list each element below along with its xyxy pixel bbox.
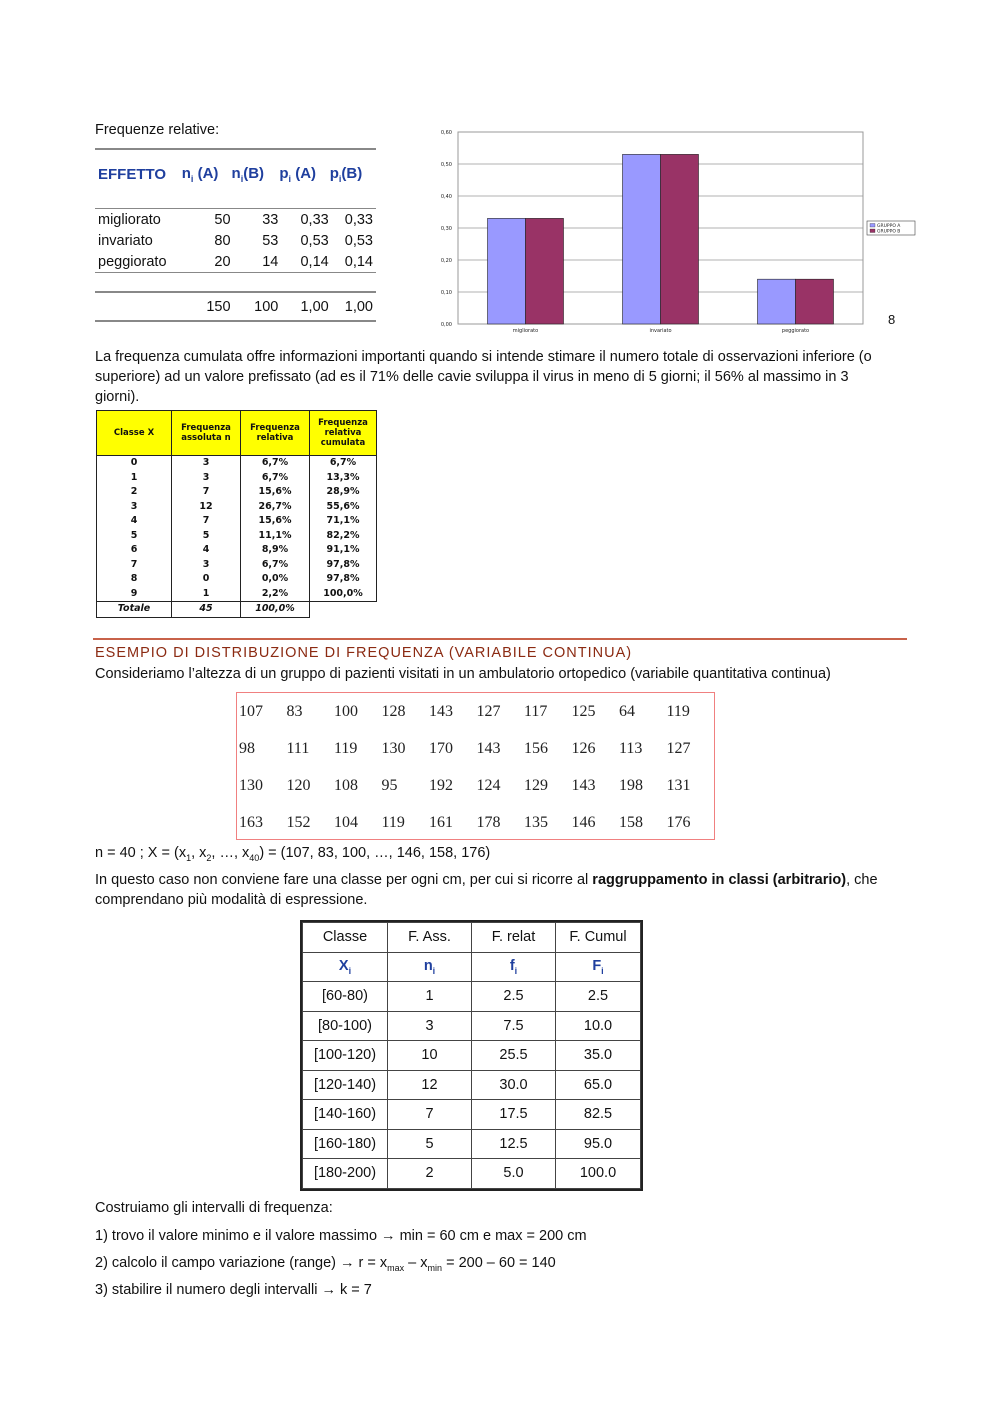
legend-swatch: [870, 229, 875, 233]
heights-data-grid: [236, 692, 715, 840]
x-tick-label: peggiorato: [781, 328, 810, 334]
header-classe: Classe: [303, 923, 388, 953]
grid-row: [239, 693, 714, 730]
grid-cell: 163: [239, 813, 263, 831]
table-row: 7 3 6,7% 97,8%: [97, 558, 377, 573]
table-row: invariato 80 53 0,53 0,53: [98, 232, 373, 249]
table-row: [180-200) 2 5.0 100.0: [303, 1159, 641, 1189]
header-ni-b: $n_i(B)$: [231, 164, 265, 184]
table-row: [160-180) 5 12.5 95.0: [303, 1129, 641, 1159]
grid-cell: 129: [524, 776, 548, 794]
grid-cell: 108: [334, 776, 358, 794]
table-row: 4 7 15,6% 71,1%: [97, 514, 377, 529]
table-row: [140-160) 7 17.5 82.5: [303, 1100, 641, 1130]
header-f-relat: F. relat: [472, 923, 556, 953]
grid-cell: 107: [239, 702, 263, 720]
bar-gruppo-a-peggiorato: [758, 279, 796, 324]
grid-cell: 83: [286, 702, 303, 720]
grid-cell: 113: [619, 739, 643, 757]
heights-paragraph: Consideriamo l’altezza di un gruppo di pazienti visitati in un ambulatorio ortopedico (variabile quantitativa continua): [95, 666, 831, 682]
grid-cell: 130: [239, 776, 263, 794]
grid-cell: 119: [666, 702, 690, 720]
header-classe: Classe X: [97, 411, 172, 456]
bar-chart: [418, 124, 918, 336]
grid-cell: 124: [476, 776, 501, 794]
grid-cell: 100: [334, 702, 358, 720]
grid-cell: 143: [429, 702, 453, 720]
grid-cell: 119: [334, 739, 358, 757]
page-number: 8: [888, 312, 896, 327]
table-row: 1 3 6,7% 13,3%: [97, 471, 377, 486]
grid-cell: 98: [239, 739, 255, 757]
grid-cell: 152: [286, 813, 311, 831]
grid-cell: 130: [381, 739, 406, 757]
bar-gruppo-a-migliorato: [488, 218, 526, 324]
grid-cell: 64: [619, 702, 635, 720]
y-tick-label: 0,40: [440, 194, 452, 200]
sample-definition: n = 40 ; $X = (x_1$, $x_2$, …, $x_{40}) = (107$, 83, 100, …, 146, 158, 176): [95, 845, 491, 863]
steps-intro: Costruiamo gli intervalli di frequenza:: [95, 1200, 333, 1216]
grid-cell: 170: [429, 739, 453, 757]
grid-cell: 158: [619, 813, 643, 831]
y-tick-label: 0,30: [440, 226, 452, 232]
grid-cell: 127: [476, 702, 501, 720]
legend-swatch: [870, 224, 875, 228]
table-row: 8 0 0,0% 97,8%: [97, 572, 377, 587]
y-tick-label: 0,20: [440, 258, 452, 264]
cumulative-frequency-paragraph: La frequenza cumulata offre informazioni importanti quando si intende stimare il numero totale di osservazioni inferiore (o superiore) ad un valore prefissato (ad es il 71% delle cavie sviluppa il virus in meno di 5 giorni; il 56% al massimo in 3 giorni).: [95, 349, 872, 405]
grid-cell: 120: [286, 776, 311, 794]
grid-row: [239, 730, 714, 767]
bar-gruppo-b-migliorato: [526, 218, 564, 324]
table-row: [100-120) 10 25.5 35.0: [303, 1041, 641, 1071]
header-ni-a: $n_i$ (A): [181, 164, 219, 184]
y-tick-label: 0,10: [440, 290, 452, 296]
grid-cell: 128: [381, 702, 406, 720]
table-total-row: 150 100 1,00 1,00: [95, 292, 376, 321]
bar-gruppo-b-invariato: [661, 154, 699, 324]
grid-cell: 117: [524, 702, 548, 720]
relative-frequencies-label: Frequenze relative:: [95, 122, 220, 138]
y-tick-label: 0,60: [440, 130, 452, 136]
bar-gruppo-b-peggiorato: [796, 279, 834, 324]
table-row: 2 7 15,6% 28,9%: [97, 485, 377, 500]
table-row: [120-140) 12 30.0 65.0: [303, 1070, 641, 1100]
grid-cell: 125: [571, 702, 596, 720]
table-row: 6 4 8,9% 91,1%: [97, 543, 377, 558]
grid-row: [239, 767, 714, 804]
header-f-cumul: F. Cumul: [556, 923, 641, 953]
x-tick-label: migliorato: [512, 328, 539, 334]
header-freq-cumulata: Frequenza relativa cumulata: [310, 411, 377, 456]
step-2: 2) calcolo il campo variazione (range) → $r = x_{max} - x_{min} = 200 - 60 = 140$: [95, 1255, 556, 1273]
table-row: 9 1 2,2% 100,0%: [97, 587, 377, 602]
section-title: ESEMPIO DI DISTRIBUZIONE DI FREQUENZA (VARIABILE CONTINUA): [95, 645, 633, 661]
table-row: migliorato 50 33 0,33 0,33: [98, 211, 373, 228]
grid-cell: 143: [571, 776, 596, 794]
symbol-row: $X_i$ $n_i$ $f_i$ $F_i$: [303, 952, 641, 982]
grid-cell: 156: [524, 739, 548, 757]
grid-cell: 119: [381, 813, 405, 831]
section-divider: [93, 638, 907, 640]
grid-cell: 111: [286, 739, 310, 757]
grid-cell: 178: [476, 813, 501, 831]
header-freq-relativa: Frequenza relativa: [241, 411, 310, 456]
table-row: [80-100) 3 7.5 10.0: [303, 1011, 641, 1041]
grid-cell: 146: [571, 813, 596, 831]
legend-label: GRUPPO B: [877, 229, 901, 235]
grid-cell: 176: [666, 813, 691, 831]
cumulative-frequency-table: [96, 410, 377, 618]
header-pi-b: $p_i(B)$: [329, 164, 363, 184]
effect-table: [95, 148, 376, 322]
grid-cell: 135: [524, 813, 548, 831]
step-3: 3) stabilire il numero degli intervalli → k = 7: [95, 1282, 372, 1298]
grouping-paragraph: In questo caso non conviene fare una classe per ogni cm, per cui si ricorre al raggruppamento in classi (arbitrario), che comprendano più modalità di espressione.: [95, 872, 878, 908]
grid-cell: 104: [334, 813, 358, 831]
grid-cell: 95: [381, 776, 398, 794]
grid-cell: 127: [666, 739, 691, 757]
grid-cell: 131: [666, 776, 691, 794]
table-row: peggiorato 20 14 0,14 0,14: [95, 251, 376, 273]
grid-row: [239, 804, 714, 841]
y-tick-label: 0,00: [440, 322, 452, 328]
class-frequency-table: [300, 920, 643, 1191]
table-row: 3 12 26,7% 55,6%: [97, 500, 377, 515]
step-1: 1) trovo il valore minimo e il valore massimo → min = 60 cm e max = 200 cm: [95, 1228, 587, 1244]
header-f-ass: F. Ass.: [388, 923, 472, 953]
x-tick-label: invariato: [649, 328, 672, 334]
header-pi-a: $p_i$ (A): [279, 164, 317, 184]
bar-gruppo-a-invariato: [623, 154, 661, 324]
table-row: [60-80) 1 2.5 2.5: [303, 982, 641, 1012]
grid-cell: 161: [429, 813, 453, 831]
table-row: 0 3 6,7% 6,7%: [97, 456, 377, 471]
grid-cell: 126: [571, 739, 596, 757]
table-total-row: Totale 45 100,0%: [97, 602, 377, 618]
grid-cell: 192: [429, 776, 453, 794]
y-tick-label: 0,50: [440, 162, 452, 168]
table-row: 5 5 11,1% 82,2%: [97, 529, 377, 544]
legend-label: GRUPPO A: [877, 224, 901, 229]
header-freq-assoluta: Frequenza assoluta n: [172, 411, 241, 456]
grid-cell: 143: [476, 739, 501, 757]
grid-cell: 198: [619, 776, 643, 794]
header-effetto: EFFETTO: [98, 165, 167, 183]
